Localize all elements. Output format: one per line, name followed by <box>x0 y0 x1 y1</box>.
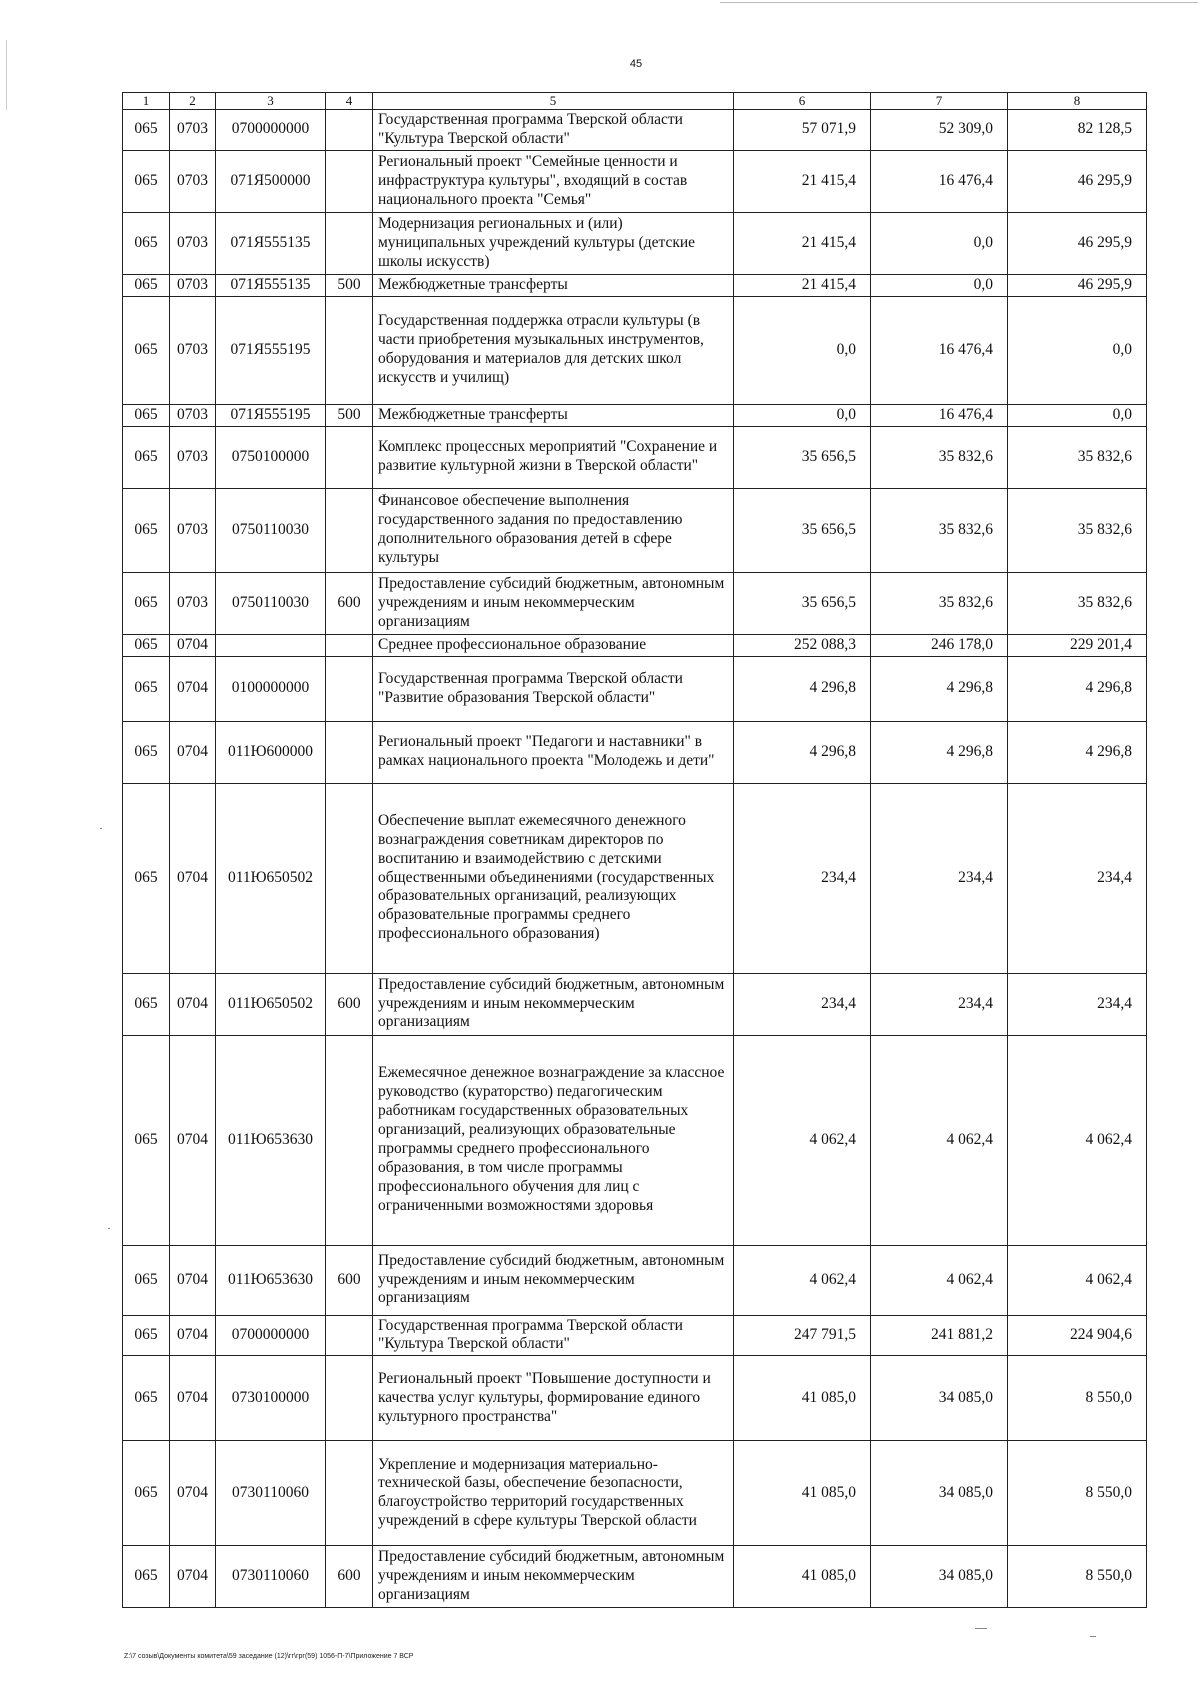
scan-speck <box>100 828 102 829</box>
code-expense-type-cell <box>326 656 373 721</box>
amount-col7-cell: 35 832,6 <box>871 488 1008 572</box>
description-cell: Укрепление и модернизация материально-технической базы, обеспечение безопасности, благоустройство территорий государственных учреждений в сфере культуры Тверской области <box>373 1441 734 1546</box>
amount-col6-cell: 21 415,4 <box>734 212 871 274</box>
amount-col7-cell: 4 062,4 <box>871 1035 1008 1245</box>
code-expense-type-cell <box>326 721 373 783</box>
scan-speck <box>108 1228 110 1229</box>
amount-col8-cell: 234,4 <box>1008 973 1147 1035</box>
code-section-cell: 0704 <box>170 783 216 973</box>
code-ministry-cell: 065 <box>123 1035 170 1245</box>
table-row <box>123 1245 1147 1315</box>
description-cell: Государственная программа Тверской области "Культура Тверской области" <box>373 110 734 151</box>
code-expense-type-cell <box>326 1441 373 1546</box>
code-target-cell: 011Ю600000 <box>216 721 326 783</box>
code-target-cell: 0100000000 <box>216 656 326 721</box>
amount-col7-cell: 4 062,4 <box>871 1245 1008 1315</box>
code-section-cell: 0703 <box>170 296 216 404</box>
description-cell: Региональный проект "Педагоги и наставники" в рамках национального проекта "Молодежь и дети" <box>373 721 734 783</box>
code-ministry-cell: 065 <box>123 973 170 1035</box>
code-section-cell: 0704 <box>170 1315 216 1356</box>
amount-col7-cell: 35 832,6 <box>871 572 1008 634</box>
table-row <box>123 274 1147 296</box>
code-expense-type-cell: 500 <box>326 274 373 296</box>
amount-col8-cell: 46 295,9 <box>1008 150 1147 212</box>
amount-col6-cell: 35 656,5 <box>734 572 871 634</box>
amount-col8-cell: 0,0 <box>1008 404 1147 426</box>
code-ministry-cell: 065 <box>123 150 170 212</box>
amount-col6-cell: 41 085,0 <box>734 1546 871 1608</box>
page-number: 45 <box>629 58 643 70</box>
table-row <box>123 212 1147 274</box>
code-expense-type-cell <box>326 488 373 572</box>
code-ministry-cell: 065 <box>123 1546 170 1608</box>
code-expense-type-cell <box>326 296 373 404</box>
code-target-cell: 011Ю653630 <box>216 1035 326 1245</box>
amount-col8-cell: 4 062,4 <box>1008 1035 1147 1245</box>
amount-col8-cell: 4 296,8 <box>1008 656 1147 721</box>
amount-col6-cell: 35 656,5 <box>734 488 871 572</box>
column-header: 5 <box>373 93 734 110</box>
code-expense-type-cell: 500 <box>326 404 373 426</box>
column-header: 2 <box>170 93 216 110</box>
amount-col6-cell: 4 062,4 <box>734 1245 871 1315</box>
description-cell: Финансовое обеспечение выполнения государственного задания по предоставлению дополнительного образования детей в сфере культуры <box>373 488 734 572</box>
code-ministry-cell: 065 <box>123 404 170 426</box>
scan-speck <box>975 1628 987 1629</box>
code-target-cell: 011Ю650502 <box>216 783 326 973</box>
code-expense-type-cell <box>326 150 373 212</box>
amount-col6-cell: 57 071,9 <box>734 110 871 151</box>
amount-col7-cell: 241 881,2 <box>871 1315 1008 1356</box>
column-header: 7 <box>871 93 1008 110</box>
description-cell: Государственная программа Тверской области "Развитие образования Тверской области" <box>373 656 734 721</box>
column-header: 3 <box>216 93 326 110</box>
code-section-cell: 0704 <box>170 1356 216 1441</box>
amount-col7-cell: 246 178,0 <box>871 634 1008 656</box>
table-row <box>123 656 1147 721</box>
table-row <box>123 973 1147 1035</box>
code-ministry-cell: 065 <box>123 783 170 973</box>
table-row <box>123 783 1147 973</box>
code-ministry-cell: 065 <box>123 721 170 783</box>
amount-col6-cell: 21 415,4 <box>734 150 871 212</box>
description-cell: Предоставление субсидий бюджетным, автономным учреждениям и иным некоммерческим организациям <box>373 572 734 634</box>
code-target-cell: 071Я500000 <box>216 150 326 212</box>
amount-col8-cell: 229 201,4 <box>1008 634 1147 656</box>
code-section-cell: 0704 <box>170 1035 216 1245</box>
code-expense-type-cell <box>326 783 373 973</box>
code-target-cell: 0750110030 <box>216 488 326 572</box>
table-row <box>123 1441 1147 1546</box>
code-target-cell: 0700000000 <box>216 110 326 151</box>
amount-col7-cell: 4 296,8 <box>871 721 1008 783</box>
code-section-cell: 0703 <box>170 572 216 634</box>
table-row <box>123 634 1147 656</box>
table-row <box>123 1035 1147 1245</box>
column-header: 1 <box>123 93 170 110</box>
code-section-cell: 0704 <box>170 1546 216 1608</box>
description-cell: Обеспечение выплат ежемесячного денежного вознаграждения советникам директоров по воспитанию и взаимодействию с детскими общественными объединениями (государственных образовательных организаций, реализующих образовательные программы среднего профессионального образования) <box>373 783 734 973</box>
amount-col8-cell: 82 128,5 <box>1008 110 1147 151</box>
table-row <box>123 572 1147 634</box>
table-row <box>123 296 1147 404</box>
code-target-cell: 011Ю653630 <box>216 1245 326 1315</box>
code-expense-type-cell: 600 <box>326 1245 373 1315</box>
table-row <box>123 150 1147 212</box>
code-section-cell: 0704 <box>170 1245 216 1315</box>
column-number-row <box>123 93 1147 110</box>
scan-edge-line <box>6 40 7 110</box>
code-target-cell: 0730110060 <box>216 1546 326 1608</box>
code-target-cell: 071Я555135 <box>216 212 326 274</box>
code-ministry-cell: 065 <box>123 1315 170 1356</box>
amount-col6-cell: 4 296,8 <box>734 721 871 783</box>
amount-col8-cell: 234,4 <box>1008 783 1147 973</box>
amount-col6-cell: 4 296,8 <box>734 656 871 721</box>
amount-col7-cell: 34 085,0 <box>871 1441 1008 1546</box>
description-cell: Региональный проект "Повышение доступности и качества услуг культуры, формирование единого культурного пространства" <box>373 1356 734 1441</box>
code-target-cell: 0730100000 <box>216 1356 326 1441</box>
code-ministry-cell: 065 <box>123 296 170 404</box>
code-ministry-cell: 065 <box>123 110 170 151</box>
amount-col6-cell: 21 415,4 <box>734 274 871 296</box>
code-ministry-cell: 065 <box>123 1441 170 1546</box>
amount-col6-cell: 252 088,3 <box>734 634 871 656</box>
description-cell: Региональный проект "Семейные ценности и инфраструктура культуры", входящий в состав национального проекта "Семья" <box>373 150 734 212</box>
code-expense-type-cell: 600 <box>326 1546 373 1608</box>
amount-col6-cell: 234,4 <box>734 973 871 1035</box>
code-expense-type-cell: 600 <box>326 973 373 1035</box>
scan-speck <box>1090 1636 1096 1637</box>
code-section-cell: 0704 <box>170 721 216 783</box>
description-cell: Предоставление субсидий бюджетным, автономным учреждениям и иным некоммерческим организациям <box>373 1546 734 1608</box>
amount-col8-cell: 35 832,6 <box>1008 426 1147 488</box>
code-expense-type-cell <box>326 1356 373 1441</box>
code-target-cell: 071Я555135 <box>216 274 326 296</box>
amount-col8-cell: 0,0 <box>1008 296 1147 404</box>
column-header: 8 <box>1008 93 1147 110</box>
code-expense-type-cell <box>326 426 373 488</box>
description-cell: Комплекс процессных мероприятий "Сохранение и развитие культурной жизни в Тверской области" <box>373 426 734 488</box>
code-expense-type-cell <box>326 634 373 656</box>
amount-col7-cell: 35 832,6 <box>871 426 1008 488</box>
code-expense-type-cell <box>326 1315 373 1356</box>
amount-col6-cell: 41 085,0 <box>734 1441 871 1546</box>
amount-col6-cell: 4 062,4 <box>734 1035 871 1245</box>
code-expense-type-cell: 600 <box>326 572 373 634</box>
amount-col7-cell: 16 476,4 <box>871 404 1008 426</box>
amount-col6-cell: 41 085,0 <box>734 1356 871 1441</box>
amount-col7-cell: 16 476,4 <box>871 150 1008 212</box>
amount-col8-cell: 8 550,0 <box>1008 1356 1147 1441</box>
column-header: 6 <box>734 93 871 110</box>
code-target-cell <box>216 634 326 656</box>
amount-col8-cell: 4 062,4 <box>1008 1245 1147 1315</box>
amount-col7-cell: 16 476,4 <box>871 296 1008 404</box>
code-section-cell: 0704 <box>170 973 216 1035</box>
amount-col8-cell: 46 295,9 <box>1008 212 1147 274</box>
table-row <box>123 1546 1147 1608</box>
code-expense-type-cell <box>326 110 373 151</box>
code-section-cell: 0704 <box>170 634 216 656</box>
table-row <box>123 404 1147 426</box>
amount-col6-cell: 234,4 <box>734 783 871 973</box>
description-cell: Ежемесячное денежное вознаграждение за классное руководство (кураторство) педагогическим работникам государственных образовательных организаций, реализующих образовательные программы среднего профессионального образования, в том числе программы профессионального обучения для лиц с ограниченными возможностями здоровья <box>373 1035 734 1245</box>
table-row <box>123 488 1147 572</box>
amount-col7-cell: 234,4 <box>871 973 1008 1035</box>
amount-col8-cell: 8 550,0 <box>1008 1546 1147 1608</box>
description-cell: Модернизация региональных и (или) муниципальных учреждений культуры (детские школы искусств) <box>373 212 734 274</box>
file-path-footer: Z:\7 созыв\Документы комитета\59 заседание (12)\гг\грг(59) 1056-П-7\Приложение 7 ВСР <box>124 1653 414 1660</box>
code-section-cell: 0703 <box>170 404 216 426</box>
code-target-cell: 0730110060 <box>216 1441 326 1546</box>
code-target-cell: 0750110030 <box>216 572 326 634</box>
amount-col8-cell: 46 295,9 <box>1008 274 1147 296</box>
code-ministry-cell: 065 <box>123 1356 170 1441</box>
amount-col8-cell: 224 904,6 <box>1008 1315 1147 1356</box>
amount-col7-cell: 34 085,0 <box>871 1546 1008 1608</box>
amount-col7-cell: 4 296,8 <box>871 656 1008 721</box>
table-body <box>123 110 1147 1608</box>
code-section-cell: 0703 <box>170 488 216 572</box>
amount-col8-cell: 4 296,8 <box>1008 721 1147 783</box>
code-ministry-cell: 065 <box>123 572 170 634</box>
code-ministry-cell: 065 <box>123 488 170 572</box>
code-section-cell: 0703 <box>170 110 216 151</box>
amount-col7-cell: 0,0 <box>871 212 1008 274</box>
amount-col7-cell: 34 085,0 <box>871 1356 1008 1441</box>
amount-col6-cell: 0,0 <box>734 296 871 404</box>
amount-col7-cell: 0,0 <box>871 274 1008 296</box>
table-header <box>123 93 1147 110</box>
amount-col6-cell: 247 791,5 <box>734 1315 871 1356</box>
table-row <box>123 426 1147 488</box>
code-section-cell: 0703 <box>170 274 216 296</box>
code-section-cell: 0704 <box>170 1441 216 1546</box>
code-section-cell: 0703 <box>170 150 216 212</box>
description-cell: Государственная программа Тверской области "Культура Тверской области" <box>373 1315 734 1356</box>
code-target-cell: 0750100000 <box>216 426 326 488</box>
code-target-cell: 071Я555195 <box>216 296 326 404</box>
column-header: 4 <box>326 93 373 110</box>
amount-col8-cell: 35 832,6 <box>1008 572 1147 634</box>
description-cell: Предоставление субсидий бюджетным, автономным учреждениям и иным некоммерческим организациям <box>373 973 734 1035</box>
code-ministry-cell: 065 <box>123 1245 170 1315</box>
amount-col6-cell: 0,0 <box>734 404 871 426</box>
description-cell: Среднее профессиональное образование <box>373 634 734 656</box>
table-row <box>123 110 1147 151</box>
code-ministry-cell: 065 <box>123 426 170 488</box>
description-cell: Межбюджетные трансферты <box>373 274 734 296</box>
table-row <box>123 721 1147 783</box>
code-expense-type-cell <box>326 212 373 274</box>
code-section-cell: 0704 <box>170 656 216 721</box>
code-section-cell: 0703 <box>170 426 216 488</box>
code-expense-type-cell <box>326 1035 373 1245</box>
table-row <box>123 1356 1147 1441</box>
scan-edge-line <box>720 2 1198 3</box>
description-cell: Государственная поддержка отрасли культуры (в части приобретения музыкальных инструментов, оборудования и материалов для детских школ искусств и училищ) <box>373 296 734 404</box>
table-row <box>123 1315 1147 1356</box>
code-target-cell: 0700000000 <box>216 1315 326 1356</box>
amount-col8-cell: 8 550,0 <box>1008 1441 1147 1546</box>
code-ministry-cell: 065 <box>123 634 170 656</box>
code-ministry-cell: 065 <box>123 212 170 274</box>
amount-col7-cell: 52 309,0 <box>871 110 1008 151</box>
amount-col7-cell: 234,4 <box>871 783 1008 973</box>
description-cell: Межбюджетные трансферты <box>373 404 734 426</box>
code-section-cell: 0703 <box>170 212 216 274</box>
amount-col6-cell: 35 656,5 <box>734 426 871 488</box>
budget-table <box>122 92 1147 1608</box>
code-target-cell: 071Я555195 <box>216 404 326 426</box>
code-ministry-cell: 065 <box>123 656 170 721</box>
code-ministry-cell: 065 <box>123 274 170 296</box>
description-cell: Предоставление субсидий бюджетным, автономным учреждениям и иным некоммерческим организациям <box>373 1245 734 1315</box>
amount-col8-cell: 35 832,6 <box>1008 488 1147 572</box>
code-target-cell: 011Ю650502 <box>216 973 326 1035</box>
